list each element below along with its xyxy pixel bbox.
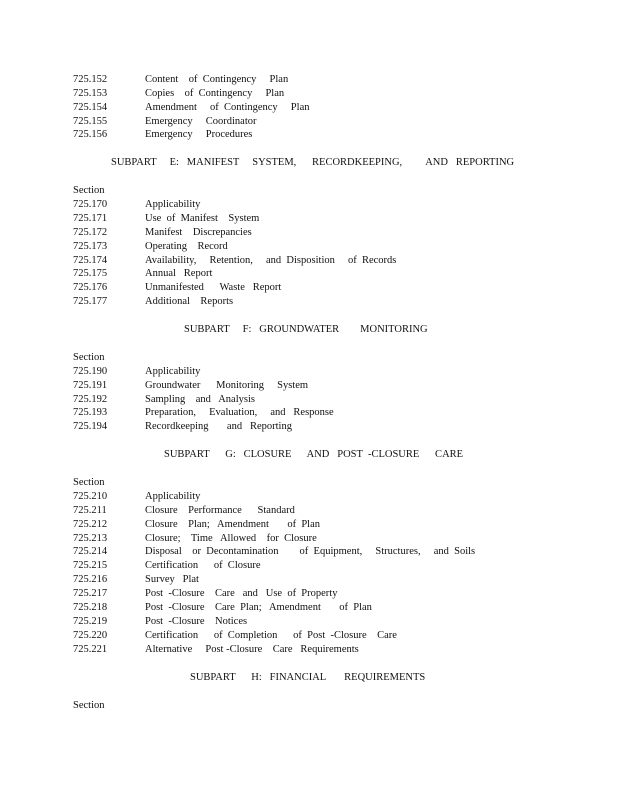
section-title: Applicability xyxy=(145,199,201,210)
section-number: 725.219 xyxy=(73,616,108,627)
section-row xyxy=(73,504,295,518)
section-number: 725.212 xyxy=(73,519,108,530)
section-number: 725.221 xyxy=(73,644,108,655)
section-number: 725.170 xyxy=(73,199,108,210)
section-label: Section xyxy=(73,700,105,711)
section-number: 725.220 xyxy=(73,630,108,641)
section-row xyxy=(73,629,397,643)
section-row xyxy=(73,518,320,532)
section-row xyxy=(73,559,261,573)
section-number: 725.174 xyxy=(73,255,108,266)
section-number: 725.154 xyxy=(73,102,108,113)
section-number: 725.156 xyxy=(73,129,108,140)
section-title: Amendment of Contingency Plan xyxy=(145,102,310,113)
section-number: 725.152 xyxy=(73,74,108,85)
section-number: 725.214 xyxy=(73,546,108,557)
section-title: Sampling and Analysis xyxy=(145,394,255,405)
section-title: Survey Plat xyxy=(145,574,199,585)
section-title: Closure; Time Allowed for Closure xyxy=(145,533,317,544)
section-number: 725.173 xyxy=(73,241,108,252)
section-number: 725.210 xyxy=(73,491,108,502)
section-row xyxy=(73,254,397,268)
section-title: Applicability xyxy=(145,491,201,502)
section-title: Emergency Coordinator xyxy=(145,116,257,127)
section-number: 725.218 xyxy=(73,602,108,613)
section-label: Section xyxy=(73,185,105,196)
section-title: Post -Closure Notices xyxy=(145,616,248,627)
subpart-heading-g: SUBPART G: CLOSURE AND POST -CLOSURE CARE xyxy=(164,449,464,460)
section-number: 725.172 xyxy=(73,227,108,238)
section-title: Copies of Contingency Plan xyxy=(145,88,285,99)
section-title: Availability, Retention, and Disposition of Records xyxy=(145,255,397,266)
section-title: Unmanifested Waste Report xyxy=(145,282,282,293)
section-row xyxy=(73,212,260,226)
section-row xyxy=(73,393,255,407)
section-title: Closure Plan; Amendment of Plan xyxy=(145,519,320,530)
section-number: 725.155 xyxy=(73,116,108,127)
section-row xyxy=(73,226,252,240)
section-title: Additional Reports xyxy=(145,296,234,307)
section-row xyxy=(73,379,309,393)
section-title: Content of Contingency Plan xyxy=(145,74,289,85)
section-number: 725.193 xyxy=(73,407,108,418)
section-title: Operating Record xyxy=(145,241,228,252)
section-title: Post -Closure Care and Use of Property xyxy=(145,588,338,599)
section-title: Emergency Procedures xyxy=(145,129,253,140)
section-number: 725.216 xyxy=(73,574,108,585)
section-title: Alternative Post -Closure Care Requirements xyxy=(145,644,359,655)
section-number: 725.215 xyxy=(73,560,108,571)
section-title: Post -Closure Care Plan; Amendment of Plan xyxy=(145,602,372,613)
section-row xyxy=(73,643,359,657)
section-number: 725.171 xyxy=(73,213,108,224)
section-label: Section xyxy=(73,477,105,488)
section-row xyxy=(73,587,338,601)
section-row xyxy=(73,267,213,281)
section-title: Certification of Completion of Post -Closure Care xyxy=(145,630,397,641)
section-number: 725.176 xyxy=(73,282,108,293)
section-row xyxy=(73,73,289,87)
section-number: 725.177 xyxy=(73,296,108,307)
section-number: 725.211 xyxy=(73,505,107,516)
section-row xyxy=(73,240,228,254)
section-row xyxy=(73,198,201,212)
section-title: Applicability xyxy=(145,366,201,377)
subpart-heading-f: SUBPART F: GROUNDWATER MONITORING xyxy=(184,324,428,335)
section-number: 725.191 xyxy=(73,380,108,391)
section-row xyxy=(73,601,372,615)
section-row xyxy=(73,87,285,101)
section-title: Certification of Closure xyxy=(145,560,261,571)
subpart-heading-e: SUBPART E: MANIFEST SYSTEM, RECORDKEEPING, AND REPORTING xyxy=(111,157,515,168)
section-title: Disposal or Decontamination of Equipment, Structures, and Soils xyxy=(145,546,476,557)
section-number: 725.194 xyxy=(73,421,108,432)
section-row xyxy=(73,115,257,129)
section-row xyxy=(73,615,248,629)
section-number: 725.213 xyxy=(73,533,108,544)
section-row xyxy=(73,365,201,379)
section-title: Groundwater Monitoring System xyxy=(145,380,309,391)
section-row xyxy=(73,406,334,420)
section-row xyxy=(73,128,253,142)
subpart-heading-h: SUBPART H: FINANCIAL REQUIREMENTS xyxy=(190,672,426,683)
section-number: 725.192 xyxy=(73,394,108,405)
section-label: Section xyxy=(73,352,105,363)
section-number: 725.153 xyxy=(73,88,108,99)
section-number: 725.190 xyxy=(73,366,108,377)
section-row xyxy=(73,545,476,559)
section-title: Preparation, Evaluation, and Response xyxy=(145,407,334,418)
section-row xyxy=(73,490,201,504)
section-title: Annual Report xyxy=(145,268,213,279)
section-row xyxy=(73,573,199,587)
section-row xyxy=(73,295,234,309)
section-number: 725.217 xyxy=(73,588,108,599)
section-title: Closure Performance Standard xyxy=(145,505,295,516)
section-row xyxy=(73,281,282,295)
section-row xyxy=(73,532,317,546)
section-row xyxy=(73,420,292,434)
section-number: 725.175 xyxy=(73,268,108,279)
section-row xyxy=(73,101,310,115)
section-title: Use of Manifest System xyxy=(145,213,260,224)
section-title: Manifest Discrepancies xyxy=(145,227,252,238)
section-title: Recordkeeping and Reporting xyxy=(145,421,292,432)
